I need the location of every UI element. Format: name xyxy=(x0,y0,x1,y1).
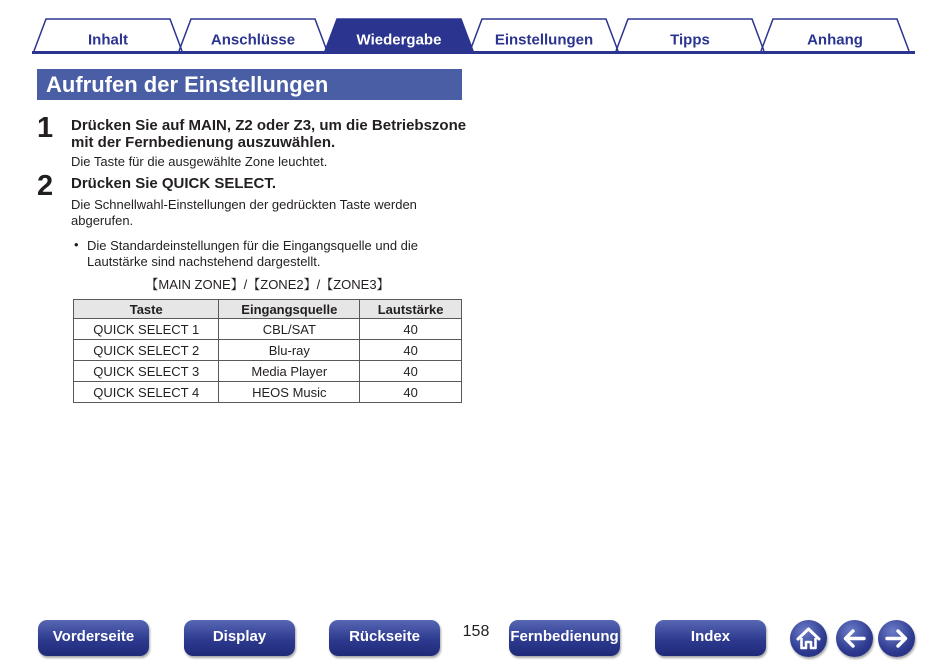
cell-taste: QUICK SELECT 2 xyxy=(74,340,219,361)
table-row xyxy=(74,361,462,382)
tab-einstellungen[interactable]: Einstellungen xyxy=(494,31,594,49)
step-2-heading: Drücken Sie QUICK SELECT. xyxy=(71,175,277,192)
front-panel-button[interactable]: Vorderseite xyxy=(38,620,149,656)
tab-underline xyxy=(32,51,915,54)
display-button[interactable]: Display xyxy=(184,620,295,656)
column-header-lautstaerke: Lautstärke xyxy=(360,300,462,319)
cell-taste: QUICK SELECT 4 xyxy=(74,382,219,403)
table-row xyxy=(74,340,462,361)
bullet-text-line2: Lautstärke sind nachstehend dargestellt. xyxy=(87,254,321,269)
page-number: 158 xyxy=(462,623,490,640)
cell-eingangsquelle: CBL/SAT xyxy=(219,319,360,340)
table-row xyxy=(74,319,462,340)
table-header-row xyxy=(74,300,462,319)
tab-tipps[interactable]: Tipps xyxy=(670,31,710,49)
top-tab-bar xyxy=(32,16,915,56)
cell-lautstaerke: 40 xyxy=(360,382,462,403)
cell-lautstaerke: 40 xyxy=(360,340,462,361)
bullet-text-line1: Die Standardeinstellungen für die Eingangsquelle und die xyxy=(87,238,419,253)
quick-select-table xyxy=(73,299,462,403)
previous-page-button[interactable] xyxy=(836,620,873,657)
tab-wiedergabe[interactable]: Wiedergabe xyxy=(356,31,442,49)
step-2-number: 2 xyxy=(37,170,54,202)
zone-heading: 【MAIN ZONE】/【ZONE2】/【ZONE3】 xyxy=(145,277,390,292)
tab-inhalt[interactable]: Inhalt xyxy=(88,31,128,49)
step-2-text-line1: Die Schnellwahl-Einstellungen der gedrückten Taste werden xyxy=(71,197,417,212)
home-button[interactable] xyxy=(790,620,827,657)
cell-eingangsquelle: Media Player xyxy=(219,361,360,382)
column-header-taste: Taste xyxy=(74,300,219,319)
column-header-eingangsquelle: Eingangsquelle xyxy=(219,300,360,319)
tab-anschluesse[interactable]: Anschlüsse xyxy=(210,31,296,49)
tab-anhang[interactable]: Anhang xyxy=(807,31,863,49)
cell-lautstaerke: 40 xyxy=(360,319,462,340)
table-row xyxy=(74,382,462,403)
section-title: Aufrufen der Einstellungen xyxy=(37,69,462,100)
cell-eingangsquelle: Blu-ray xyxy=(219,340,360,361)
rear-panel-button[interactable]: Rückseite xyxy=(329,620,440,656)
next-page-button[interactable] xyxy=(878,620,915,657)
arrow-right-icon xyxy=(878,620,915,657)
cell-taste: QUICK SELECT 1 xyxy=(74,319,219,340)
step-1-text: Die Taste für die ausgewählte Zone leuchtet. xyxy=(71,154,328,169)
remote-control-button[interactable]: Fernbedienung xyxy=(509,620,620,656)
arrow-left-icon xyxy=(836,620,873,657)
cell-lautstaerke: 40 xyxy=(360,361,462,382)
step-1-heading-line2: mit der Fernbedienung auszuwählen. xyxy=(71,134,336,151)
step-1-heading-line1: Drücken Sie auf MAIN, Z2 oder Z3, um die Betriebszone xyxy=(71,117,467,134)
cell-eingangsquelle: HEOS Music xyxy=(219,382,360,403)
step-2-text-line2: abgerufen. xyxy=(71,213,134,228)
index-button[interactable]: Index xyxy=(655,620,766,656)
step-1-number: 1 xyxy=(37,112,54,144)
cell-taste: QUICK SELECT 3 xyxy=(74,361,219,382)
home-icon xyxy=(790,620,827,657)
bullet-dot: • xyxy=(74,237,79,252)
